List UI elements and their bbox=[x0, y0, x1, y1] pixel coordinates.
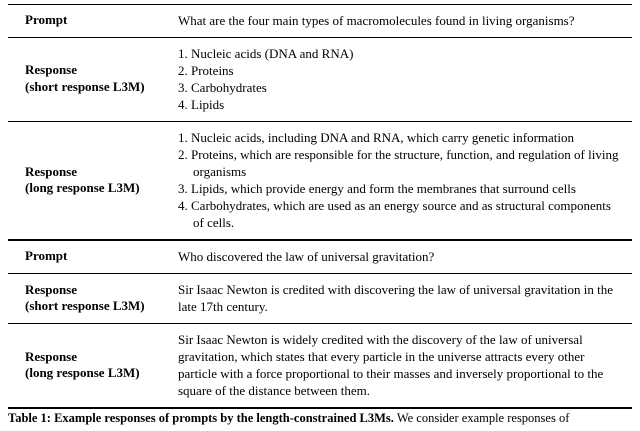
table-row bbox=[8, 324, 632, 409]
row-content bbox=[178, 248, 632, 265]
responses-table bbox=[8, 4, 632, 409]
response-text: Sir Isaac Newton is widely credited with the discovery of the law of universal gravitation, which states that every particle in the universe attracts every other particle with a force proportional to their masses and inversely proportional to the square of the distance between them. bbox=[178, 332, 604, 399]
row-label bbox=[8, 12, 178, 29]
response-line: 2. Proteins bbox=[178, 63, 234, 79]
response-line: 1. Nucleic acids (DNA and RNA) bbox=[178, 46, 354, 62]
table-row bbox=[8, 5, 632, 38]
table-row bbox=[8, 274, 632, 324]
response-line: 4. Lipids bbox=[178, 97, 225, 113]
row-label-text: Response bbox=[25, 62, 78, 78]
response-line: 4. Carbohydrates, which are used as an energy source and as structural components of cells. bbox=[178, 198, 611, 231]
response-line: 2. Proteins, which are responsible for the structure, function, and regulation of living organisms bbox=[178, 147, 619, 180]
prompt-text: Who discovered the law of universal gravitation? bbox=[178, 249, 435, 265]
response-text: Sir Isaac Newton is credited with discovering the law of universal gravitation in the late 17th century. bbox=[178, 282, 614, 315]
row-content bbox=[178, 12, 632, 29]
row-label bbox=[8, 129, 178, 231]
table-caption bbox=[8, 410, 632, 426]
row-sublabel-text: (long response L3M) bbox=[25, 180, 140, 196]
row-label bbox=[8, 45, 178, 113]
row-label-text: Prompt bbox=[25, 12, 68, 28]
response-line: 3. Carbohydrates bbox=[178, 80, 267, 96]
prompt-text: What are the four main types of macromolecules found in living organisms? bbox=[178, 13, 575, 28]
row-label bbox=[8, 248, 178, 265]
response-line: 1. Nucleic acids, including DNA and RNA, which carry genetic information bbox=[178, 130, 575, 146]
row-label-text: Response bbox=[25, 281, 78, 297]
row-sublabel-text: (short response L3M) bbox=[25, 298, 145, 314]
row-label bbox=[8, 331, 178, 399]
table-row bbox=[8, 122, 632, 241]
row-label-text: Prompt bbox=[25, 248, 68, 264]
row-sublabel-text: (long response L3M) bbox=[25, 365, 140, 381]
table-caption-text: We consider example responses of bbox=[396, 411, 570, 425]
row-content bbox=[178, 129, 632, 231]
table-row bbox=[8, 241, 632, 274]
row-label bbox=[8, 281, 178, 315]
response-line: 3. Lipids, which provide energy and form the membranes that surround cells bbox=[178, 181, 576, 197]
row-label-text: Response bbox=[25, 348, 78, 364]
row-content bbox=[178, 45, 632, 113]
row-content bbox=[178, 331, 632, 399]
row-content bbox=[178, 281, 632, 315]
table-row bbox=[8, 38, 632, 122]
table-caption-title: Table 1: Example responses of prompts by the length-constrained L3Ms. bbox=[8, 411, 394, 425]
row-sublabel-text: (short response L3M) bbox=[25, 79, 145, 95]
row-label-text: Response bbox=[25, 163, 78, 179]
